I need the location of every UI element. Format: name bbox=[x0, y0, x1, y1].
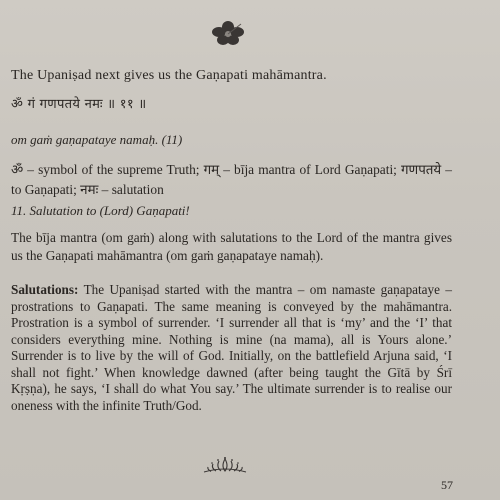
word-meanings: ॐ – symbol of the supreme Truth; गम् – bīja mantra of Lord Gaṇapati; गणपतये – to Gaṇapati; नमः – salutation bbox=[11, 162, 452, 197]
intro-line: The Upaniṣad next gives us the Gaṇapati mahāmantra. bbox=[11, 68, 327, 83]
bija-mantra-paragraph: The bīja mantra (om gaṁ) along with salutations to the Lord of the mantra gives us the Gaṇapati mahāmantra (om gaṁ gaṇapataye namaḥ). bbox=[11, 230, 452, 263]
hibiscus-flower-icon bbox=[211, 20, 245, 46]
salutations-body: The Upaniṣad started with the mantra – om namaste gaṇapataye – prostrations to Gaṇapati. The same meaning is conveyed by the mahāmantra. Prostration is a symbol of surrender. ‘I surrender all that is ‘my’ and the ‘I’ that considers everything mine. Nothing is mine (na mama), all is Yours alone.’ Surrender is to live by the will of God. Initially, on the battlefield Arjuna said, ‘I shall not fight.’ When knowledge dawned (after being taught the Gītā by Śrī Kṛṣṇa), he says, ‘I shall do what You say.’ The ultimate surrender is to realise our oneness with the infinite Truth/God. bbox=[11, 282, 452, 413]
mantra-translation: 11. Salutation to (Lord) Gaṇapati! bbox=[11, 203, 190, 218]
sanskrit-mantra: ॐ गं गणपतये नमः ॥ ११ ॥ bbox=[11, 97, 147, 112]
lotus-ornament-icon bbox=[200, 456, 250, 474]
salutations-label: Salutations: bbox=[11, 282, 79, 297]
page-number: 57 bbox=[441, 478, 453, 492]
salutations-paragraph bbox=[11, 282, 452, 414]
mantra-transliteration: om gaṁ gaṇapataye namaḥ. (11) bbox=[11, 132, 183, 147]
